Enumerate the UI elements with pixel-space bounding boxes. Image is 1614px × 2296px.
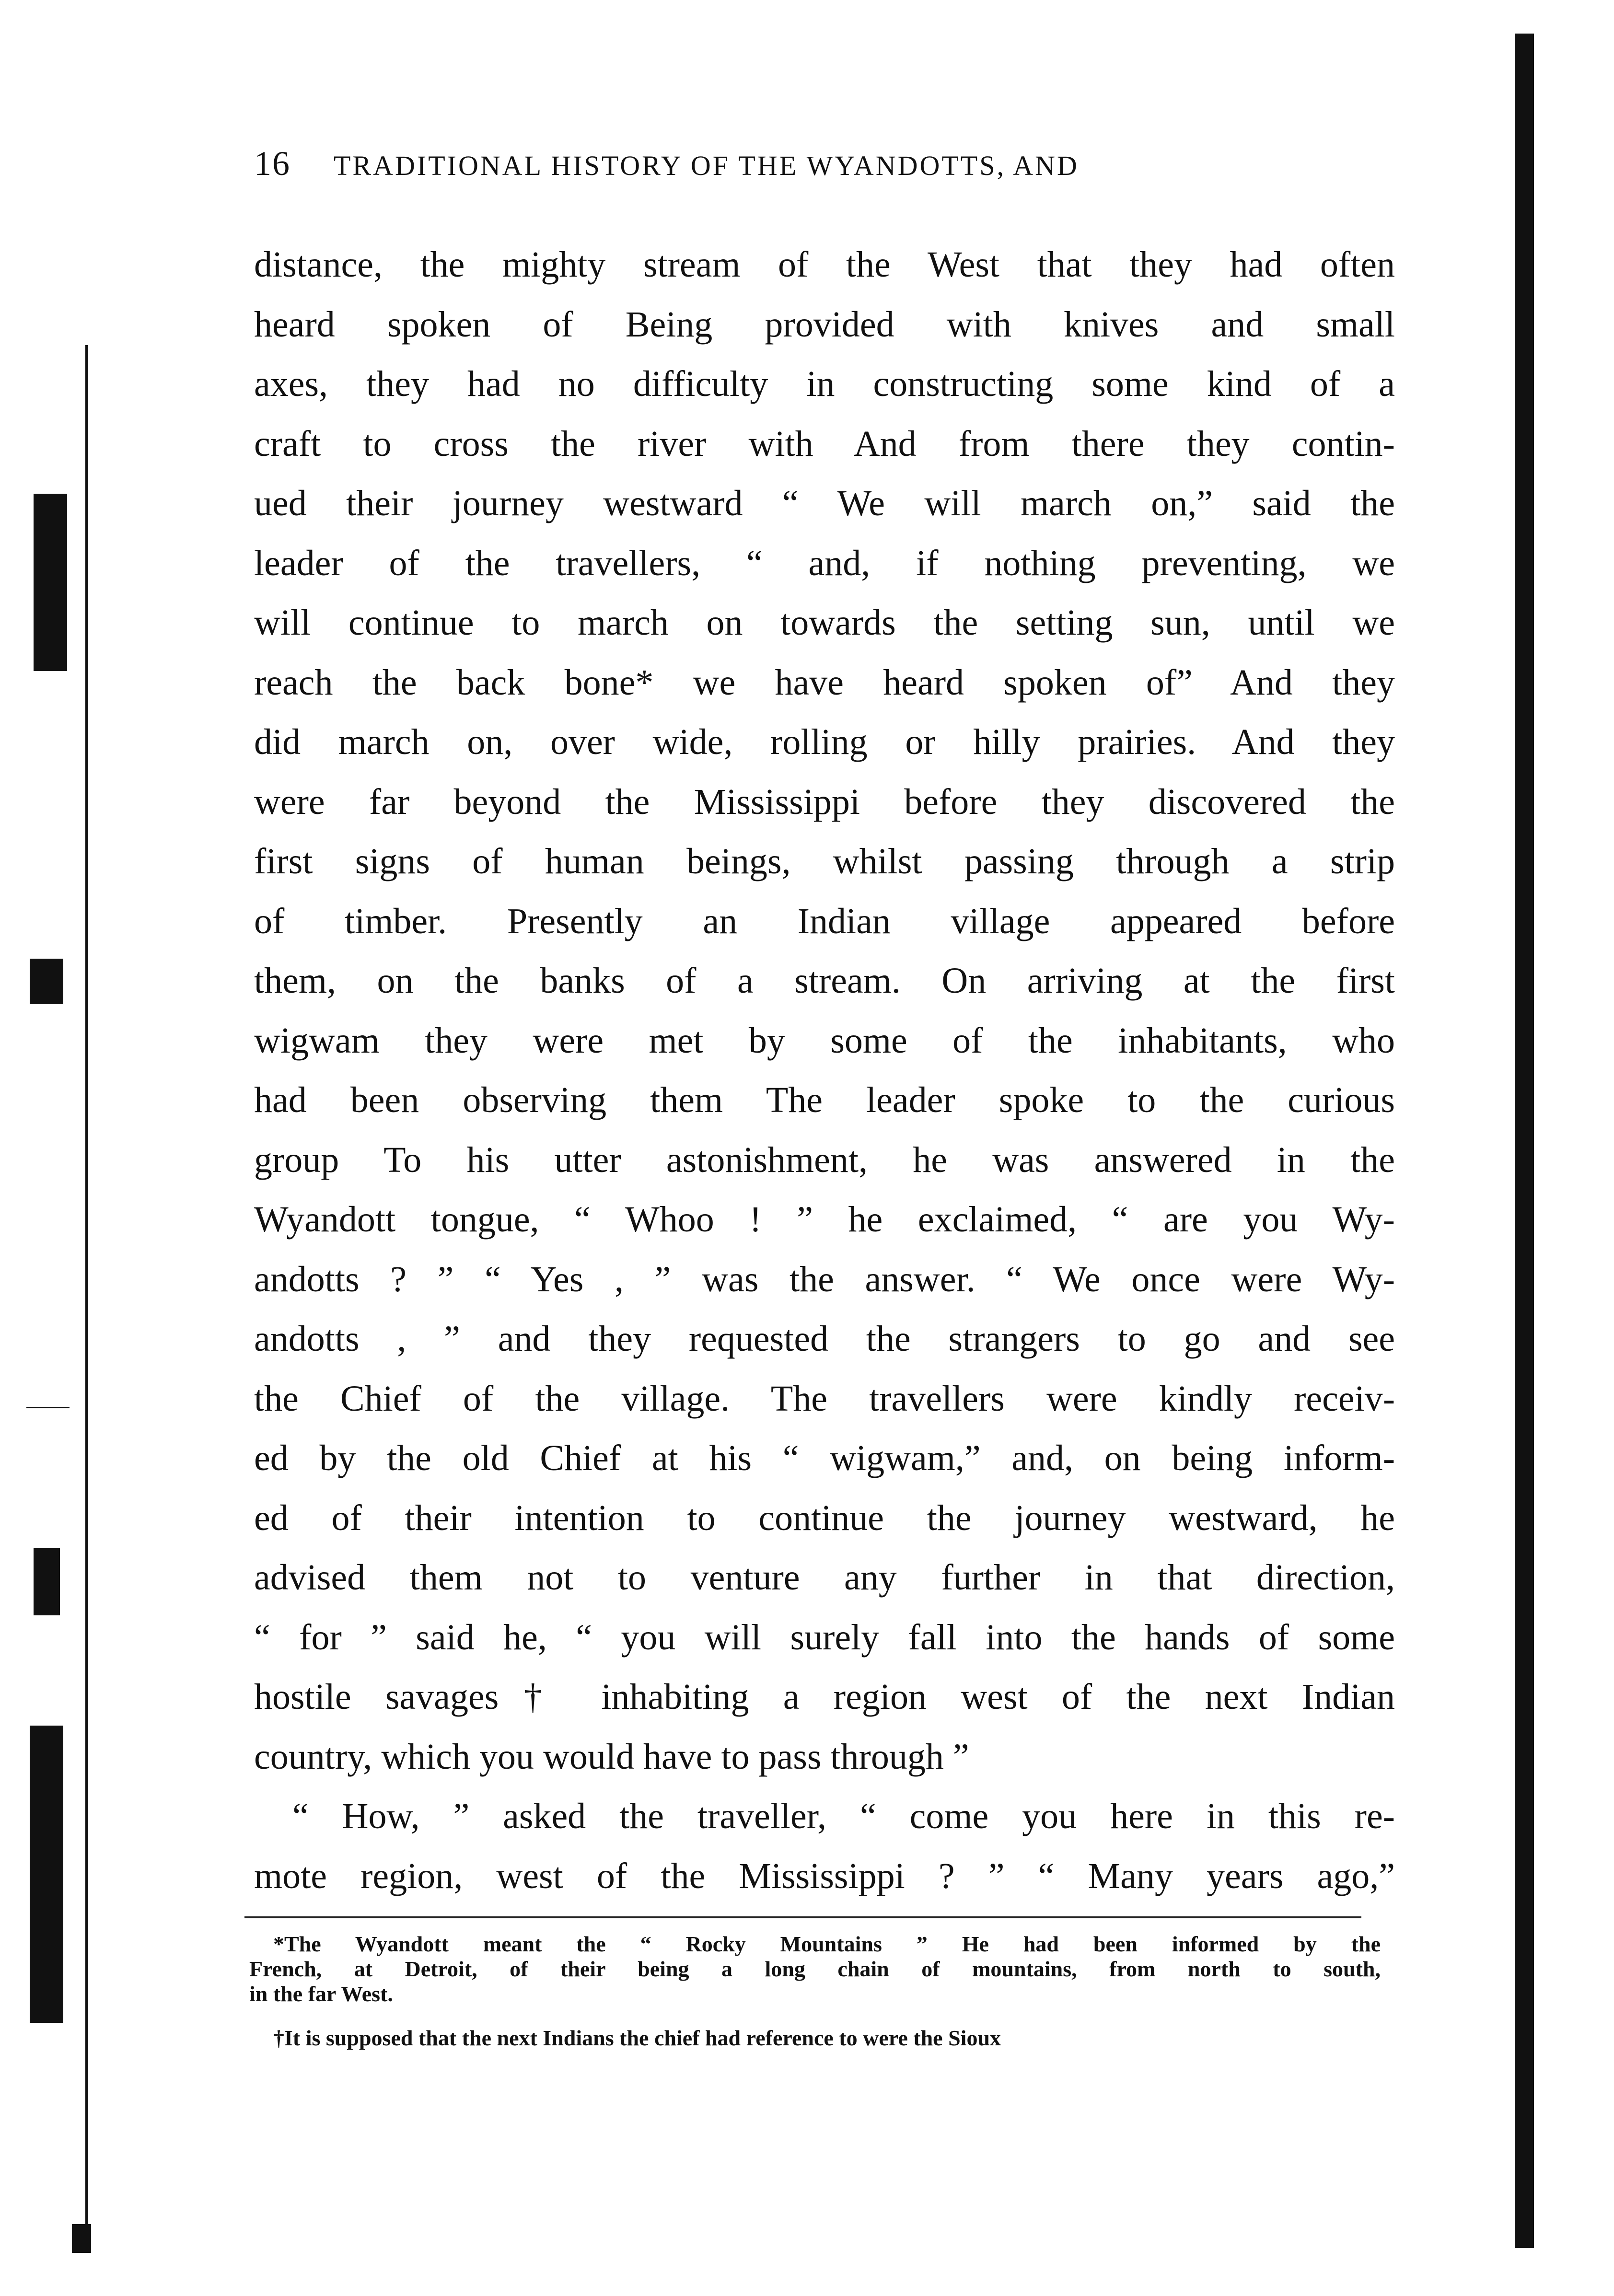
text-line: leader of the travellers, “ and, if nothing preventing, we xyxy=(254,543,1395,583)
text-line: Wyandott tongue, “ Whoo ! ” he exclaimed, “ are you Wy- xyxy=(254,1199,1395,1240)
text-line: hostile savages† inhabiting a region west of the next Indian xyxy=(254,1677,1395,1717)
text-line: heard spoken of Being provided with knives and small xyxy=(254,304,1395,345)
scan-mark-left-6 xyxy=(26,1407,70,1408)
running-head xyxy=(254,144,1347,197)
text-line: of timber. Presently an Indian village appeared before xyxy=(254,901,1395,941)
text-line: had been observing them The leader spoke to the curious xyxy=(254,1080,1395,1120)
scan-edge-left xyxy=(85,345,88,2253)
text-line: the Chief of the village. The travellers were kindly receiv- xyxy=(254,1378,1395,1419)
footnotes xyxy=(249,1932,1381,2051)
footnote-rule xyxy=(244,1916,1361,1918)
text-line: axes, they had no difficulty in constructing some kind of a xyxy=(254,364,1395,404)
scan-edge-right xyxy=(1515,34,1534,2248)
text-line: andotts , ” and they requested the strangers to go and see xyxy=(254,1319,1395,1359)
text-line: country, which you would have to pass through ” xyxy=(254,1736,969,1777)
footnote-line: in the far West. xyxy=(249,1982,393,2006)
text-line: craft to cross the river with And from there they contin- xyxy=(254,423,1395,464)
text-line: will continue to march on towards the setting sun, until we xyxy=(254,603,1395,643)
footnote-gap xyxy=(249,2006,1381,2026)
footnote-line: †It is supposed that the next Indians the chief had reference to were the Sioux xyxy=(273,2026,1001,2050)
text-line: did march on, over wide, rolling or hilly prairies. And they xyxy=(254,722,1395,762)
text-line: advised them not to venture any further in that direction, xyxy=(254,1557,1395,1598)
text-line: distance, the mighty stream of the West that they had often xyxy=(254,244,1395,285)
text-line: wigwam they were met by some of the inhabitants, who xyxy=(254,1020,1395,1061)
text-line: mote region, west of the Mississippi ? ” “ Many years ago,” xyxy=(254,1855,1395,1896)
text-line: andotts ? ” “ Yes , ” was the answer. “ We once were Wy- xyxy=(254,1259,1395,1299)
scan-mark-left-3 xyxy=(34,1548,60,1615)
text-line: ed by the old Chief at his “ wigwam,” and, on being inform- xyxy=(254,1438,1395,1478)
body-text xyxy=(254,235,1395,1906)
footnote-line: French, at Detroit, of their being a long chain of mountains, from north to south, xyxy=(249,1957,1381,1981)
text-line: group To his utter astonishment, he was answered in the xyxy=(254,1139,1395,1180)
text-line: ued their journey westward “ We will march on,” said the xyxy=(254,483,1395,523)
running-title: TRADITIONAL HISTORY OF THE WYANDOTTS, AND xyxy=(334,150,1079,181)
text-line: “ for ” said he, “ you will surely fall into the hands of some xyxy=(254,1617,1395,1658)
text-line: were far beyond the Mississippi before they discovered the xyxy=(254,781,1395,822)
page-number: 16 xyxy=(254,144,290,183)
text-line: first signs of human beings, whilst passing through a strip xyxy=(254,841,1395,881)
scan-mark-left-2 xyxy=(30,959,63,1004)
text-line: them, on the banks of a stream. On arriving at the first xyxy=(254,961,1395,1001)
scan-mark-left-4 xyxy=(30,1726,63,2023)
text-line: reach the back bone* we have heard spoken of” And they xyxy=(254,662,1395,703)
text-line: “ How, ” asked the traveller, “ come you here in this re- xyxy=(292,1796,1395,1836)
scan-mark-left-1 xyxy=(34,494,67,671)
scan-mark-left-5 xyxy=(72,2224,91,2253)
text-line: ed of their intention to continue the journey westward, he xyxy=(254,1497,1395,1538)
footnote-line: *The Wyandott meant the “ Rocky Mountains ” He had been informed by the xyxy=(273,1932,1381,1956)
